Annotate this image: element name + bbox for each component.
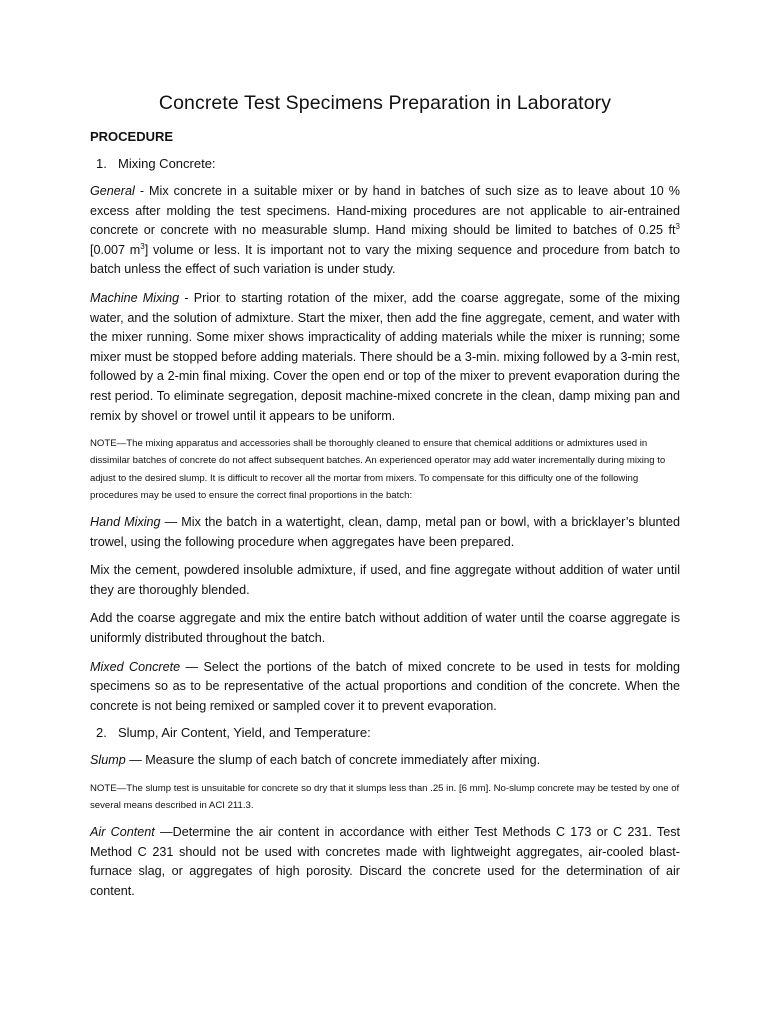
paragraph-text: — Mix the batch in a watertight, clean, damp, metal pan or bowl, with a bricklayer’s blunted trowel, using the following procedure when aggregates have been prepared. [90,514,680,549]
section-heading-mixing [90,156,680,171]
paragraph-lead: Slump [90,753,126,768]
paragraph-text: - Mix concrete in a suitable mixer or by hand in batches of such size as to leave about 10 % excess after molding the test specimens. Hand-mixing procedures are not applicable to air-entrained concrete or concrete with no measurable slump. Hand mixing should be limited to batches of 0.25 ft [90,184,680,238]
paragraph-air-content [90,823,680,901]
section-title: Mixing Concrete: [118,156,216,171]
paragraph-general [90,182,680,280]
paragraph-lead: Mixed Concrete [90,659,181,674]
superscript: 3 [675,222,680,231]
paragraph-lead: Hand Mixing [90,514,161,529]
paragraph-mixed-concrete [90,658,680,717]
paragraph-lead: General [90,184,135,198]
section-number: 1. [96,156,107,171]
paragraph-text: [0.007 m [90,242,141,257]
note-mixing-apparatus: NOTE—The mixing apparatus and accessories shall be thoroughly cleaned to ensure that chemical additions or admixtures used in dissimilar batches of concrete do not affect subsequent batches. An experienced operator may add water incrementally during mixing to adjust to the desired slump. It is difficult to recover all the mortar from mixers. To compensate for this difficulty one of the following procedures may be used to ensure the correct final proportions in the batch: [90,438,666,501]
superscript: 3 [140,241,145,251]
paragraph-mix-cement: Mix the cement, powdered insoluble admixture, if used, and fine aggregate without addition of water until they are thoroughly blended. [90,563,680,597]
paragraph-hand-mixing [90,513,680,552]
paragraph-text: - Prior to starting rotation of the mixer, add the coarse aggregate, some of the mixing water, and the solution of admixture. Start the mixer, then add the fine aggregate, cement, and water with the mixer running. Some mixer shows impracticality of adding materials while the mixer is running; some mixer must be stopped before adding materials. There should be a 3-min. mixing followed by a 3-min rest, followed by a 2-min final mixing. Cover the open end or top of the mixer to prevent evaporation during the rest period. To eliminate segregation, deposit machine-mixed concrete in the clean, damp mixing pan and remix by shovel or trowel until it appears to be uniform. [90,290,680,423]
paragraph-lead: Air Content [90,825,155,840]
section-title: Slump, Air Content, Yield, and Temperature: [118,725,371,741]
section-heading-slump [90,725,680,740]
paragraph-add-coarse-aggregate: Add the coarse aggregate and mix the entire batch without addition of water until the coarse aggregate is uniformly distributed throughout the batch. [90,611,680,645]
document-title: Concrete Test Specimens Preparation in Laboratory [158,92,612,114]
procedure-heading: PROCEDURE [90,129,174,144]
paragraph-lead: Machine Mixing [90,290,180,305]
document-page [90,92,680,911]
paragraph-text: — Measure the slump of each batch of concrete immediately after mixing. [125,753,541,768]
note-slump-test: NOTE—The slump test is unsuitable for concrete so dry that it slumps less than .25 in. [6 mm]. No-slump concrete may be tested by one of several means described in ACI 211.3. [90,782,680,812]
paragraph-text: — Select the portions of the batch of mixed concrete to be used in tests for molding specimens so as to be representative of the actual proportions and condition of the concrete. When the concrete is not being remixed or sampled cover it to prevent evaporation. [90,659,680,713]
paragraph-text: ] volume or less. It is important not to vary the mixing sequence and procedure from batch to batch unless the effect of such variation is under study. [90,242,680,277]
paragraph-text: —Determine the air content in accordance with either Test Methods C 173 or C 231. Test Method C 231 should not be used with concretes made with lightweight aggregates, air-cooled blast-furnace slag, or aggregates of high porosity. Discard the concrete used for the determination of air content. [90,825,680,899]
paragraph-machine-mixing [90,289,680,426]
paragraph-slump [90,751,680,771]
section-number: 2. [96,725,107,741]
